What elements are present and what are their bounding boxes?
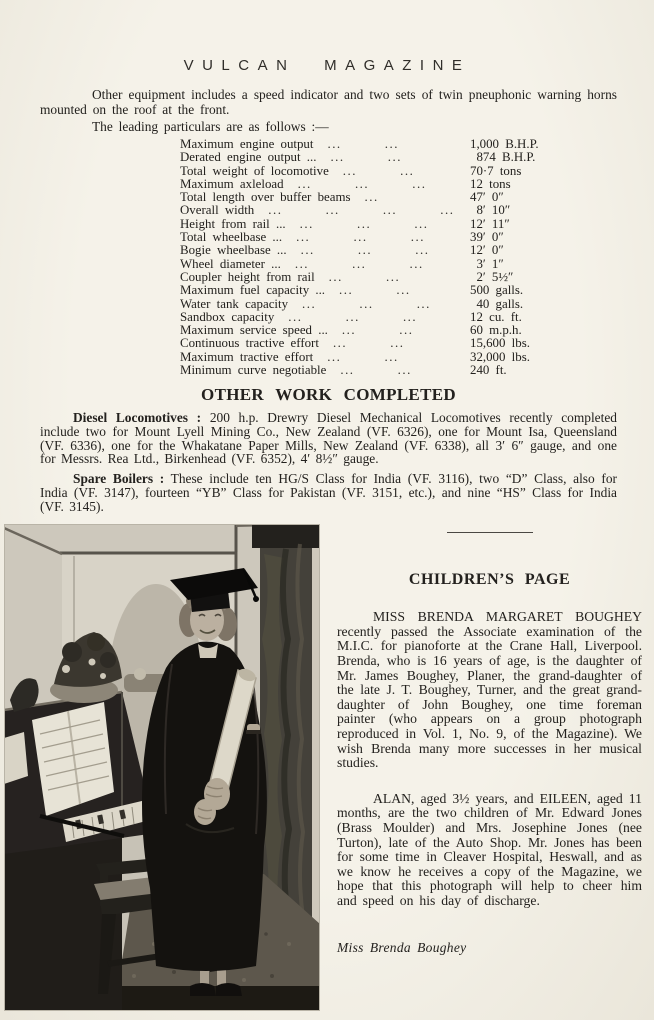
spec-label: Total weight of locomotive xyxy=(180,163,329,178)
lower-columns xyxy=(0,524,654,1011)
diesel-locomotives-body: 200 h.p. Drewry Diesel Mechanical Locomotives recently completed include two for Mount Lyell Mining Co., New Zealand (VF. 6326), one for Mount Isa, Queensland (VF. 6336), one for the Whakatane Paper Mills, New Zealand (VF. 6338), all 3′ 6″ gauge, and one for Messrs. Rea Ltd., Birkenhead (VF. 6352), 4′ 8½″ gauge. xyxy=(40,410,617,467)
spec-label: Maximum fuel capacity ... xyxy=(180,283,326,298)
section-divider-rule xyxy=(447,532,533,533)
spec-value: 32,000 lbs. xyxy=(470,349,530,364)
spec-row xyxy=(180,311,600,324)
dot-leader: ... ... xyxy=(328,270,401,284)
spec-row xyxy=(180,244,600,257)
childrens-page-heading: CHILDREN’S PAGE xyxy=(408,571,571,589)
spec-value: 12 tons xyxy=(470,176,511,191)
spec-value: 70·7 tons xyxy=(470,163,522,178)
dot-leader: ... ... xyxy=(342,164,415,178)
spec-value: 15,600 lbs. xyxy=(470,336,530,351)
spec-label: Overall width xyxy=(180,203,255,218)
spare-boilers-paragraph xyxy=(40,472,617,513)
dot-leader: ... ... ... xyxy=(297,177,427,191)
spec-label: Bogie wheelbase ... xyxy=(180,243,287,258)
brenda-photo-illustration xyxy=(4,524,320,1011)
spec-label: Maximum service speed ... xyxy=(180,323,328,338)
spec-row xyxy=(180,337,600,350)
spec-value: 2′ 5½″ xyxy=(470,269,514,284)
diesel-locomotives-lead: Diesel Locomotives : xyxy=(73,410,202,426)
spec-value: 39′ 0″ xyxy=(470,230,504,245)
spec-label: Water tank capacity xyxy=(180,296,289,311)
intro-section xyxy=(0,87,654,513)
spec-value: 240 ft. xyxy=(470,363,507,378)
dot-leader: ... ... ... xyxy=(288,310,418,324)
spec-label: Maximum engine output xyxy=(180,137,314,151)
intro-paragraph: Other equipment includes a speed indicator and two sets of twin pneuphonic warning horns mounted on the roof at the front. xyxy=(40,87,617,117)
dot-leader: ... ... xyxy=(339,284,411,298)
spec-label: Coupler height from rail xyxy=(180,269,315,284)
spec-label: Total length over buffer beams xyxy=(180,190,351,205)
dot-leader: ... ... ... xyxy=(299,217,429,231)
spec-value: 500 galls. xyxy=(470,283,524,298)
other-work-heading: OTHER WORK COMPLETED xyxy=(201,385,456,405)
dot-leader: ... ... xyxy=(327,138,399,151)
dot-leader: ... ... xyxy=(341,324,414,338)
spec-value: 12′ 11″ xyxy=(470,216,510,231)
brenda-paragraph: MISS BRENDA MARGARET BOUGHEY recently passed the Associate examination of the M.I.C. for pianoforte at the Crane Hall, Liverpool. Brenda, who is 16 years of age, is the daughter of Mr. James Boughey, Planer, the grand-daughter of the late J. T. Boughey, Turner, and the great grand-daughter of John Boughey, one time foreman painter (who appears on a group photograph reproduced in Vol. 1, No. 9, of the Magazine). We wish Brenda many more successes in her musical studies. xyxy=(337,609,642,771)
spec-row xyxy=(180,351,600,364)
dot-leader: ... ... ... xyxy=(302,297,431,311)
spec-value: 40 galls. xyxy=(470,296,524,311)
dot-leader: ... ... xyxy=(330,151,402,165)
spec-row xyxy=(180,271,600,284)
dot-leader: ... ... xyxy=(340,364,412,378)
dot-leader: ... ... ... xyxy=(294,257,424,271)
spec-value: 874 B.H.P. xyxy=(470,150,536,165)
spare-boilers-lead: Spare Boilers : xyxy=(73,471,165,487)
spec-value: 1,000 B.H.P. xyxy=(470,137,539,151)
spec-label: Sandbox capacity xyxy=(180,309,275,324)
spec-label: Derated engine output ... xyxy=(180,150,317,165)
spec-row xyxy=(180,258,600,271)
spec-label: Minimum curve negotiable xyxy=(180,363,327,378)
spec-value: 8′ 10″ xyxy=(470,203,511,218)
spec-row xyxy=(180,191,600,204)
spec-row xyxy=(180,165,600,178)
spec-row xyxy=(180,324,600,337)
spec-value: 12′ 0″ xyxy=(470,243,504,258)
dot-leader: ... ... xyxy=(327,350,399,364)
childrens-page-column xyxy=(337,524,654,1011)
spare-boilers-body: These include ten HG/S Class for India (VF. 3116), two “D” Class, also for India (VF. 3147), fourteen “YB” Class for Pakistan (VF. 3151, etc.), and nine “HS” Class for India (VF. 3145). xyxy=(40,471,617,514)
spec-label: Continuous tractive effort xyxy=(180,336,319,351)
spec-value: 3′ 1″ xyxy=(470,256,504,271)
spec-value: 60 m.p.h. xyxy=(470,323,522,338)
diesel-locomotives-paragraph xyxy=(40,411,617,466)
spec-row xyxy=(180,204,600,217)
spec-row xyxy=(180,178,600,191)
spec-label: Wheel diameter ... xyxy=(180,256,281,271)
dot-leader: ... ... ... ... xyxy=(268,204,455,218)
brenda-photo xyxy=(4,524,320,1011)
masthead-title: VULCAN MAGAZINE xyxy=(183,57,471,74)
spec-row xyxy=(180,284,600,297)
dot-leader: ... ... ... xyxy=(300,244,430,258)
spec-label: Maximum axleload xyxy=(180,176,284,191)
spec-label: Height from rail ... xyxy=(180,216,286,231)
spec-row xyxy=(180,151,600,164)
specs-table xyxy=(180,138,600,377)
spec-row xyxy=(180,364,600,377)
spec-row xyxy=(180,218,600,231)
spec-label: Maximum tractive effort xyxy=(180,349,314,364)
spec-row xyxy=(180,138,600,151)
spec-value: 12 cu. ft. xyxy=(470,309,522,324)
spec-label: Total wheelbase ... xyxy=(180,230,283,245)
leading-particulars-line: The leading particulars are as follows :— xyxy=(92,119,329,134)
spec-row xyxy=(180,231,600,244)
alan-eileen-paragraph: ALAN, aged 3½ years, and EILEEN, aged 11 months, are the two children of Mr. Edward Jones (Brass Moulder) and Mrs. Josephine Jones (nee Turton), late of the Auto Shop. Mr. Jones has been for some time in Cleaver Hospital, Heswall, and as we know he receives a copy of the Magazine, we hope that this photograph will help to cheer him and speed on his day of discharge. xyxy=(337,790,642,908)
dot-leader: ... ... xyxy=(332,337,405,351)
spec-value: 47′ 0″ xyxy=(470,190,504,205)
dot-leader: ... ... ... xyxy=(296,231,425,245)
photo-caption: Miss Brenda Boughey xyxy=(337,939,467,955)
dot-leader: ... xyxy=(364,191,379,205)
spec-row xyxy=(180,298,600,311)
